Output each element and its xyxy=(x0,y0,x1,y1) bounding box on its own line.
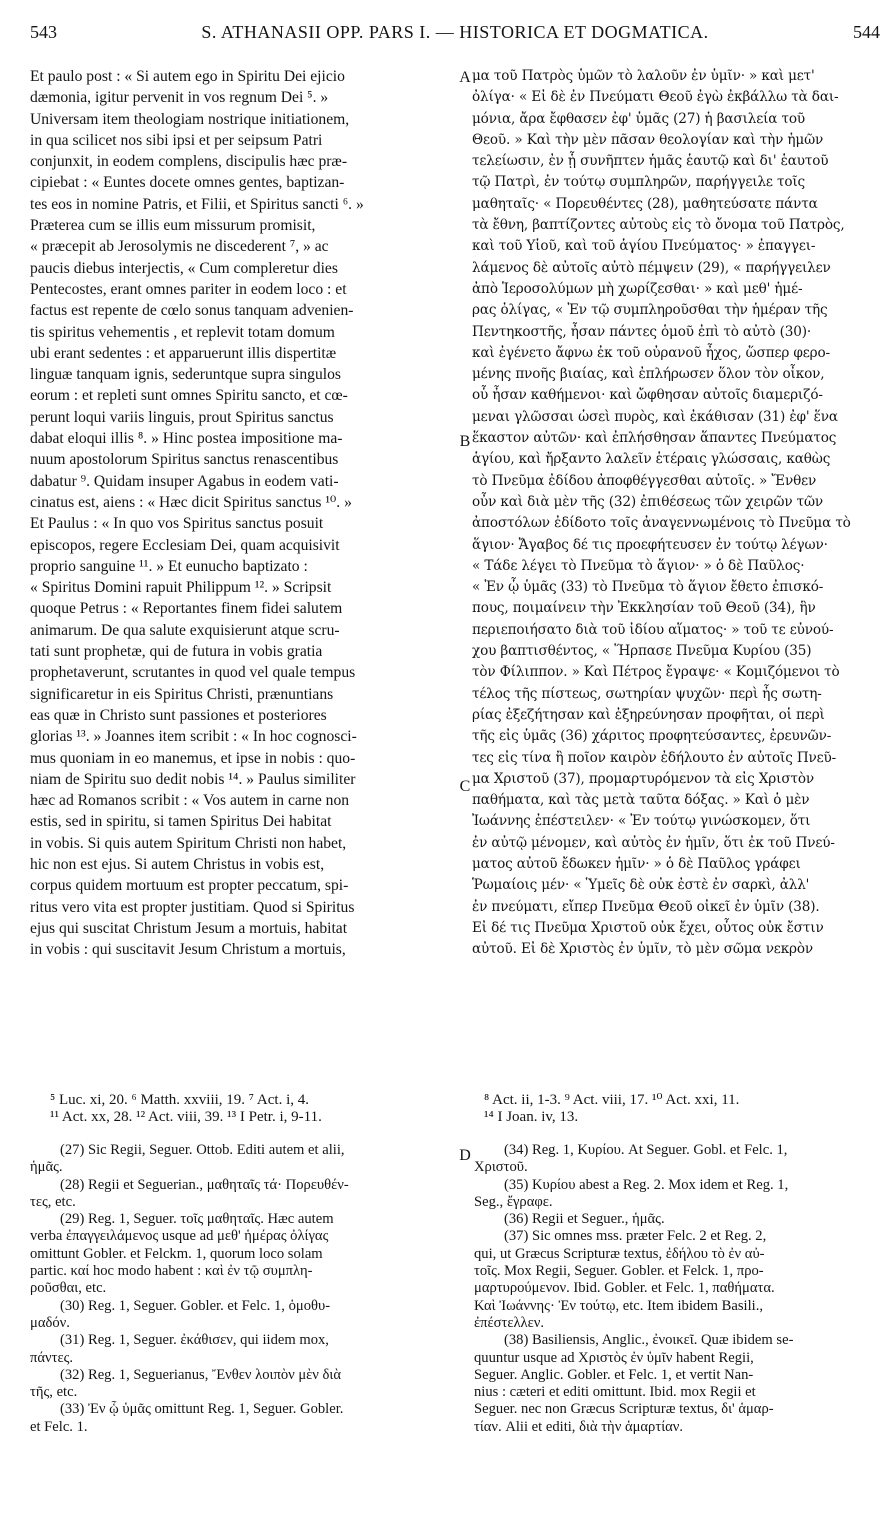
greek-text-line: τὸν Φίλιππον. » Καὶ Πέτρος ἔγραψε· « Κομιζόμενοι τὸ xyxy=(472,664,840,681)
latin-text-line: conjunxit, in eodem complens, discipulis hæc præ- xyxy=(30,153,348,171)
scripture-reference-line: ¹¹ Act. xx, 28. ¹² Act. viii, 39. ¹³ I Petr. i, 9-11. xyxy=(50,1109,322,1125)
latin-text-line: hic non est ejus. Si autem Christus in vobis est, xyxy=(30,855,325,873)
greek-text-line: πους, ποιμαίνειν τὴν Ἐκκλησίαν τοῦ Θεοῦ (34), ἣν xyxy=(472,600,816,617)
latin-text-line: nuum apostolorum Spiritus sanctus renascentibus xyxy=(30,451,339,469)
greek-text-line: παθήματα, καὶ τὰς μετὰ ταῦτα δόξας. » Καὶ ὁ μὲν xyxy=(472,792,810,809)
latin-text-line: proprio sanguine ¹¹. » Et eunucho baptizato : xyxy=(30,557,308,575)
latin-text-line: paucis diebus interjectis, « Cum compleretur dies xyxy=(30,259,338,277)
latin-text-line: eorum : et repleti sunt omnes Spiritu sancto, et cœ- xyxy=(30,387,348,405)
latin-text-line: Et Paulus : « In quo vos Spiritus sanctus posuit xyxy=(30,515,324,533)
greek-text-line: ἕκαστον αὐτῶν· καὶ ἐπλήσθησαν ἅπαντες Πνεύματος xyxy=(472,430,837,447)
scripture-references-right xyxy=(484,1092,880,1126)
latin-text-line: dabat eloqui illis ⁸. » Hinc postea impositione ma- xyxy=(30,430,343,448)
scripture-reference-line: ¹⁴ I Joan. iv, 13. xyxy=(484,1109,579,1125)
critical-note-line: (38) Basiliensis, Anglic., ἐνοικεῖ. Quæ ibidem se- xyxy=(504,1332,794,1349)
greek-text-line: Ἰωάννης ἐπέστειλεν· « Ἐν τούτῳ γινώσκομεν, ὅτι xyxy=(472,813,811,830)
critical-note-line: (37) Sic omnes mss. præter Felc. 2 et Reg. 2, xyxy=(504,1228,767,1245)
critical-note-line: Seg., ἔγραφε. xyxy=(474,1193,553,1210)
critical-note-line: (35) Κυρίου abest a Reg. 2. Mox idem et Reg. 1, xyxy=(504,1176,789,1193)
greek-text-line: οὗ ἦσαν καθήμενοι· καὶ ὤφθησαν αὐτοῖς διαμεριζό- xyxy=(472,387,823,404)
greek-text-line: καὶ ἐγένετο ἄφνω ἐκ τοῦ οὐρανοῦ ἦχος, ὥσπερ φερο- xyxy=(472,344,830,361)
latin-text-line: in qua scilicet nos sibi ipsi et per seipsum Patri xyxy=(30,131,323,149)
greek-text-line: τὰ ἔθνη, βαπτίζοντες αὐτοὺς εἰς τὸ ὄνομα τοῦ Πατρὸς, xyxy=(472,217,845,234)
critical-note-line: Seguer. Anglic. Gobler. et Felc. 1, et vertit Nan- xyxy=(474,1366,754,1383)
greek-text-line: ματος αὐτοῦ ἔδωκεν ἡμῖν· » ὁ δὲ Παῦλος γράφει xyxy=(472,855,801,872)
greek-column xyxy=(472,66,880,960)
scripture-reference-line: ⁸ Act. ii, 1-3. ⁹ Act. viii, 17. ¹⁰ Act. xxi, 11. xyxy=(484,1092,740,1108)
latin-text-line: mus quoniam in eo manemus, et ipse in nobis : quo- xyxy=(30,749,356,767)
critical-note-line: μαρτυρούμενον. Ibid. Gobler. et Felc. 1, παθήματα. xyxy=(474,1280,775,1297)
margin-letter-d: D xyxy=(459,1147,471,1164)
latin-text-line: episcopos, regere Ecclesiam Dei, quam acquisivit xyxy=(30,536,340,554)
greek-text-line: αὐτοῦ. Εἰ δὲ Χριστὸς ἐν ὑμῖν, τὸ μὲν σῶμα νεκρὸν xyxy=(472,941,814,958)
greek-text-line: λάμενος δὲ αὐτοῖς αὐτὸ πέμψειν (29), « παρήγγειλεν xyxy=(472,259,831,276)
critical-note-line: Χριστοῦ. xyxy=(474,1159,528,1176)
critical-note-line: μαδόν. xyxy=(30,1314,70,1331)
latin-text-line: tati sunt prophetæ, qui de futura in vobis gratia xyxy=(30,643,323,661)
critical-note-line: omittunt Gobler. et Felckm. 1, quorum loco solam xyxy=(30,1245,323,1262)
greek-text-line: ἐν πνεύματι, εἴπερ Πνεῦμα Θεοῦ οἰκεῖ ἐν ὑμῖν (38). xyxy=(472,898,820,915)
critical-note-line: ἡμᾶς. xyxy=(30,1159,63,1176)
greek-text-line: ἀπὸ Ἱεροσολύμων μὴ χωρίζεσθαι· » καὶ μεθ' ἡμέ- xyxy=(472,280,803,297)
critical-note-line: Seguer. nec non Græcus Scripturæ textus, δι' ἁμαρ- xyxy=(474,1401,774,1418)
greek-text-line: Ῥωμαίοις μέν· « Ὑμεῖς δὲ οὐκ ἐστὲ ἐν σαρκὶ, ἀλλ' xyxy=(472,877,810,894)
critical-note-line: nius : cæteri et editi omittunt. Ibid. mox Regii et xyxy=(474,1384,756,1401)
greek-text-line: μόνια, ἄρα ἔφθασεν ἐφ' ὑμᾶς (27) ἡ βασιλεία τοῦ xyxy=(472,110,806,127)
critical-note-line: qui, ut Græcus Scripturæ textus, ἐδήλου τὸ ἐν αὐ- xyxy=(474,1245,765,1262)
greek-text-line: μεναι γλῶσσαι ὡσεὶ πυρὸς, καὶ ἐκάθισαν (31) ἐφ' ἕνα xyxy=(472,408,838,425)
critical-notes-left xyxy=(30,1142,460,1436)
greek-text-line: ἀποστόλων ἐδίδοτο τοῖς ἀναγεννωμένοις τὸ Πνεῦμα τὸ xyxy=(472,515,851,532)
margin-letter-c: C xyxy=(459,778,471,795)
greek-text-line: καὶ τοῦ Υἱοῦ, καὶ τοῦ ἁγίου Πνεύματος· » ἐπαγγει- xyxy=(472,238,816,255)
latin-text-line: dabatur ⁹. Quidam insuper Agabus in eodem vati- xyxy=(30,472,339,490)
critical-note-line: (36) Regii et Seguer., ἡμᾶς. xyxy=(504,1211,665,1228)
latin-text-line: « præcepit ab Jerosolymis ne discederent ⁷, » ac xyxy=(30,238,329,256)
latin-text-line: quoque Petrus : « Reportantes finem fidei salutem xyxy=(30,600,343,618)
greek-text-line: « Ἐν ᾧ ὑμᾶς (33) τὸ Πνεῦμα τὸ ἅγιον ἔθετο ἐπισκό- xyxy=(472,579,824,596)
margin-letter-b: B xyxy=(459,433,471,450)
page xyxy=(30,16,880,1521)
latin-text-line: cipiebat : « Euntes docete omnes gentes, baptizan- xyxy=(30,174,345,192)
greek-text-line: τέλος τῆς πίστεως, σωτηρίαν ψυχῶν· περὶ ἧς σωτη- xyxy=(472,685,822,702)
latin-text-line: factus est repente de cœlo sonus tanquam advenien- xyxy=(30,302,354,320)
critical-note-line: et Felc. 1. xyxy=(30,1418,88,1435)
critical-note-line: τοῖς. Mox Regii, Seguer. Gobler. et Felck. 1, προ- xyxy=(474,1263,764,1280)
latin-text-line: glorias ¹³. » Joannes item scribit : « In hoc cognosci- xyxy=(30,728,357,746)
critical-note-line: (30) Reg. 1, Seguer. Gobler. et Felc. 1, ὁμοθυ- xyxy=(60,1297,331,1314)
latin-text-line: ubi erant sedentes : et apparuerunt illis dispertitæ xyxy=(30,344,337,362)
critical-note-line: quuntur usque ad Χριστὸς ἐν ὑμῖν habent Regii, xyxy=(474,1349,754,1366)
critical-note-line: verba ἐπαγγειλάμενος usque ad μεθ' ἡμέρας ὀλίγας xyxy=(30,1228,329,1245)
latin-text-line: in vobis. Si quis autem Spiritum Christi non habet, xyxy=(30,834,347,852)
greek-text-line: μαθηταῖς· « Πορευθέντες (28), μαθητεύσατε πάντα xyxy=(472,195,818,212)
greek-text-line: ρας ὀλίγας, « Ἐν τῷ συμπληροῦσθαι τὴν ἡμέραν τῆς xyxy=(472,302,828,319)
critical-note-line: (31) Reg. 1, Seguer. ἐκάθισεν, qui iidem mox, xyxy=(60,1332,329,1349)
greek-text-line: ὀλίγα· « Εἰ δὲ ἐν Πνεύματι Θεοῦ ἐγὼ ἐκβάλλω τὰ δαι- xyxy=(472,89,839,106)
latin-text-line: niam de Spiritu suo dedit nobis ¹⁴. » Paulus similiter xyxy=(30,770,356,788)
greek-text-line: τὸ Πνεῦμα ἐδίδου ἀποφθέγγεσθαι αὐτοῖς. » Ἔνθεν xyxy=(472,472,817,489)
latin-text-line: estis, sed in spiritu, si tamen Spiritus Dei habitat xyxy=(30,813,332,831)
running-header xyxy=(30,16,880,46)
scripture-references-left xyxy=(50,1092,460,1126)
greek-text-line: « Τάδε λέγει τὸ Πνεῦμα τὸ ἅγιον· » ὁ δὲ Παῦλος· xyxy=(472,557,805,574)
latin-column xyxy=(30,66,458,960)
critical-note-line: partic. καί hoc modo habent : καὶ ἐν τῷ συμπλη- xyxy=(30,1263,313,1280)
greek-text-line: Θεοῦ. » Καὶ τὴν μὲν πᾶσαν θεολογίαν καὶ τὴν ἡμῶν xyxy=(472,131,824,148)
greek-text-line: περιεποιήσατο διὰ τοῦ ἰδίου αἵματος· » τοῦ τε εὐνού- xyxy=(472,621,834,638)
critical-note-line: Καὶ Ἰωάννης· Ἐν τούτῳ, etc. Item ibidem Basili., xyxy=(474,1297,763,1314)
latin-text-line: perunt loqui variis linguis, prout Spiritus sanctus xyxy=(30,408,334,426)
critical-note-line: (33) Ἐν ᾧ ὑμᾶς omittunt Reg. 1, Seguer. Gobler. xyxy=(60,1401,344,1418)
critical-note-line: ἐπέστελλεν. xyxy=(474,1314,545,1331)
latin-text-line: animarum. De qua salute exquisierunt atque scru- xyxy=(30,621,340,639)
latin-text-line: eas quæ in Christo sunt passiones et posteriores xyxy=(30,706,327,724)
latin-text-line: cinatus est, aiens : « Hæc dicit Spiritus sanctus ¹⁰. » xyxy=(30,493,352,511)
greek-text-line: ἐν αὐτῷ μένομεν, καὶ αὐτὸς ἐν ἡμῖν, ὅτι ἐκ τοῦ Πνεύ- xyxy=(472,834,835,851)
running-title: S. ATHANASII OPP. PARS I. — HISTORICA ET DOGMATICA. xyxy=(201,22,709,42)
greek-text-line: Εἰ δέ τις Πνεῦμα Χριστοῦ οὐκ ἔχει, οὗτος οὐκ ἔστιν xyxy=(472,919,824,936)
latin-text-line: tes eos in nomine Patris, et Filii, et Spiritus sancti ⁶. » xyxy=(30,195,364,213)
latin-text-line: significaretur in eis Spiritus Christi, prænuntians xyxy=(30,685,334,703)
page-number-left: 543 xyxy=(30,22,57,42)
greek-text-line: ρίας ἐξεζήτησαν καὶ ἐξηρεύνησαν προφῆται, οἱ περὶ xyxy=(472,706,825,723)
critical-note-line: ροῦσθαι, etc. xyxy=(30,1280,107,1297)
critical-note-line: (27) Sic Regii, Seguer. Ottob. Editi autem et alii, xyxy=(60,1142,345,1158)
latin-text-line: ejus qui suscitat Christum Jesum a mortuis, habitat xyxy=(30,919,348,937)
greek-text-line: ἁγίου, καὶ ἤρξαντο λαλεῖν ἑτέραις γλώσσαις, καθὼς xyxy=(472,451,831,468)
latin-text-line: tis spiritus vehementis , et replevit totam domum xyxy=(30,323,335,341)
margin-letter-a: A xyxy=(459,69,471,86)
critical-notes-right xyxy=(474,1142,880,1436)
latin-text-line: Universam item theologiam nostrique initiationem, xyxy=(30,110,350,128)
critical-note-line: τίαν. Alii et editi, διὰ τὴν ἁμαρτίαν. xyxy=(474,1418,684,1435)
scripture-reference-line: ⁵ Luc. xi, 20. ⁶ Matth. xxviii, 19. ⁷ Act. i, 4. xyxy=(50,1092,310,1108)
greek-text-line: χου βαπτισθέντος, « Ἥρπασε Πνεῦμα Κυρίου (35) xyxy=(472,643,812,660)
critical-note-line: (28) Regii et Seguerian., μαθηταῖς τά· Πορευθέν- xyxy=(60,1176,349,1193)
greek-text-line: μα τοῦ Πατρὸς ὑμῶν τὸ λαλοῦν ἐν ὑμῖν· » καὶ μετ' xyxy=(472,68,815,84)
critical-note-line: τῆς, etc. xyxy=(30,1384,78,1401)
latin-text-line: prophetaverunt, scrutantes in quod vel quale tempus xyxy=(30,664,356,682)
latin-text-line: in vobis : qui suscitavit Jesum Christum a mortuis, xyxy=(30,941,346,959)
page-number-right: 544 xyxy=(853,22,880,42)
latin-text-line: Et paulo post : « Si autem ego in Spiritu Dei ejicio xyxy=(30,68,345,85)
latin-text-line: ritus vero vita est propter justitiam. Quod si Spiritus xyxy=(30,898,355,916)
greek-text-line: μα Χριστοῦ (37), προμαρτυρόμενον τὰ εἰς Χριστὸν xyxy=(472,770,814,787)
latin-text-line: Pentecostes, erant omnes pariter in eodem loco : et xyxy=(30,280,347,298)
critical-note-line: (29) Reg. 1, Seguer. τοῖς μαθηταῖς. Hæc autem xyxy=(60,1211,334,1228)
critical-note-line: (34) Reg. 1, Κυρίου. At Seguer. Gobl. et Felc. 1, xyxy=(504,1142,788,1158)
critical-note-line: πάντες. xyxy=(30,1349,74,1366)
greek-text-line: ἅγιον· Ἄγαβος δέ τις προεφήτευσεν ἐν τούτῳ λέγων· xyxy=(472,536,828,553)
latin-text-line: linguæ tanquam ignis, sederuntque supra singulos xyxy=(30,366,341,384)
critical-note-line: τες, etc. xyxy=(30,1193,76,1210)
latin-text-line: hæc ad Romanos scribit : « Vos autem in carne non xyxy=(30,792,350,810)
latin-text-line: corpus quidem mortuum est propter peccatum, spi- xyxy=(30,877,349,895)
latin-text-line: « Spiritus Domini rapuit Philippum ¹². » Scripsit xyxy=(30,579,332,597)
greek-text-line: οὖν καὶ διὰ μὲν τῆς (32) ἐπιθέσεως τῶν χειρῶν τῶν xyxy=(472,493,824,510)
greek-text-line: τῆς εἰς ὑμᾶς (36) χάριτος προφητεύσαντες, ἐρευνῶν- xyxy=(472,728,832,745)
greek-text-line: τες εἰς τίνα ἢ ποῖον καιρὸν ἐδήλουτο ἐν αὐτοῖς Πνεῦ- xyxy=(472,749,837,766)
critical-note-line: (32) Reg. 1, Seguerianus, Ἔνθεν λοιπὸν μὲν διὰ xyxy=(60,1366,342,1383)
greek-text-line: τελείωσιν, ἐν ᾗ συνῆπτεν ἡμᾶς ἑαυτῷ καὶ δι' ἑαυτοῦ xyxy=(472,153,829,170)
greek-text-line: τῷ Πατρὶ, ἐν τούτῳ συμπληρῶν, παρήγγειλε τοῖς xyxy=(472,174,806,191)
latin-text-line: Præterea cum se illis eum missurum promisit, xyxy=(30,217,316,235)
latin-text-line: dæmonia, igitur pervenit in vos regnum Dei ⁵. » xyxy=(30,89,329,107)
greek-text-line: Πεντηκοστῆς, ἦσαν πάντες ὁμοῦ ἐπὶ τὸ αὐτὸ (30)· xyxy=(472,323,812,340)
greek-text-line: μένης πνοῆς βιαίας, καὶ ἐπλήρωσεν ὅλον τὸν οἶκον, xyxy=(472,366,825,383)
